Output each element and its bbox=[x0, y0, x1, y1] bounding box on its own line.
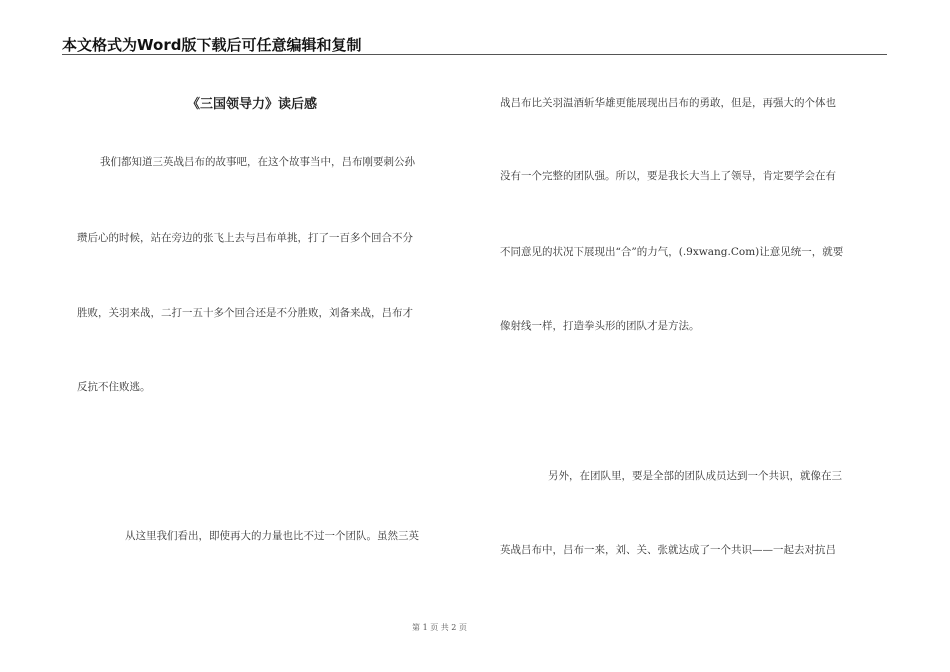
left-paragraph-line: 从这里我们看出，即使再大的力量也比不过一个团队。虽然三英 bbox=[125, 530, 419, 542]
right-paragraph-line: 不同意见的状况下展现出“合”的力气，(.9xwang.Com)让意见统一，就要 bbox=[500, 246, 844, 258]
left-paragraph-line: 反抗不住败逃。 bbox=[77, 381, 151, 393]
article-title: 《三国领导力》读后感 bbox=[187, 97, 318, 112]
right-paragraph-line: 没有一个完整的团队强。所以，要是我长大当上了领导，肯定要学会在有 bbox=[500, 170, 836, 182]
page-number: 第 1 页 共 2 页 bbox=[412, 623, 467, 632]
document-header: 本文格式为Word版下载后可任意编辑和复制 bbox=[62, 36, 362, 54]
right-paragraph-line: 英战吕布中，吕布一来，刘、关、张就达成了一个共识——一起去对抗吕 bbox=[500, 544, 836, 556]
right-paragraph-line: 另外，在团队里，要是全部的团队成员达到一个共识，就像在三 bbox=[548, 470, 842, 482]
right-paragraph-line: 战吕布比关羽温酒斩华雄更能展现出吕布的勇敢，但是，再强大的个体也 bbox=[500, 97, 836, 109]
left-paragraph-line: 胜败，关羽来战，二打一五十多个回合还是不分胜败，刘备来战，吕布才 bbox=[77, 307, 413, 319]
left-paragraph-line: 我们都知道三英战吕布的故事吧，在这个故事当中，吕布刚要刺公孙 bbox=[100, 156, 415, 168]
right-paragraph-line: 像射线一样，打造拳头形的团队才是方法。 bbox=[500, 320, 700, 332]
left-paragraph-line: 瓒后心的时候，站在旁边的张飞上去与吕布单挑，打了一百多个回合不分 bbox=[77, 232, 413, 244]
header-divider bbox=[62, 54, 887, 55]
